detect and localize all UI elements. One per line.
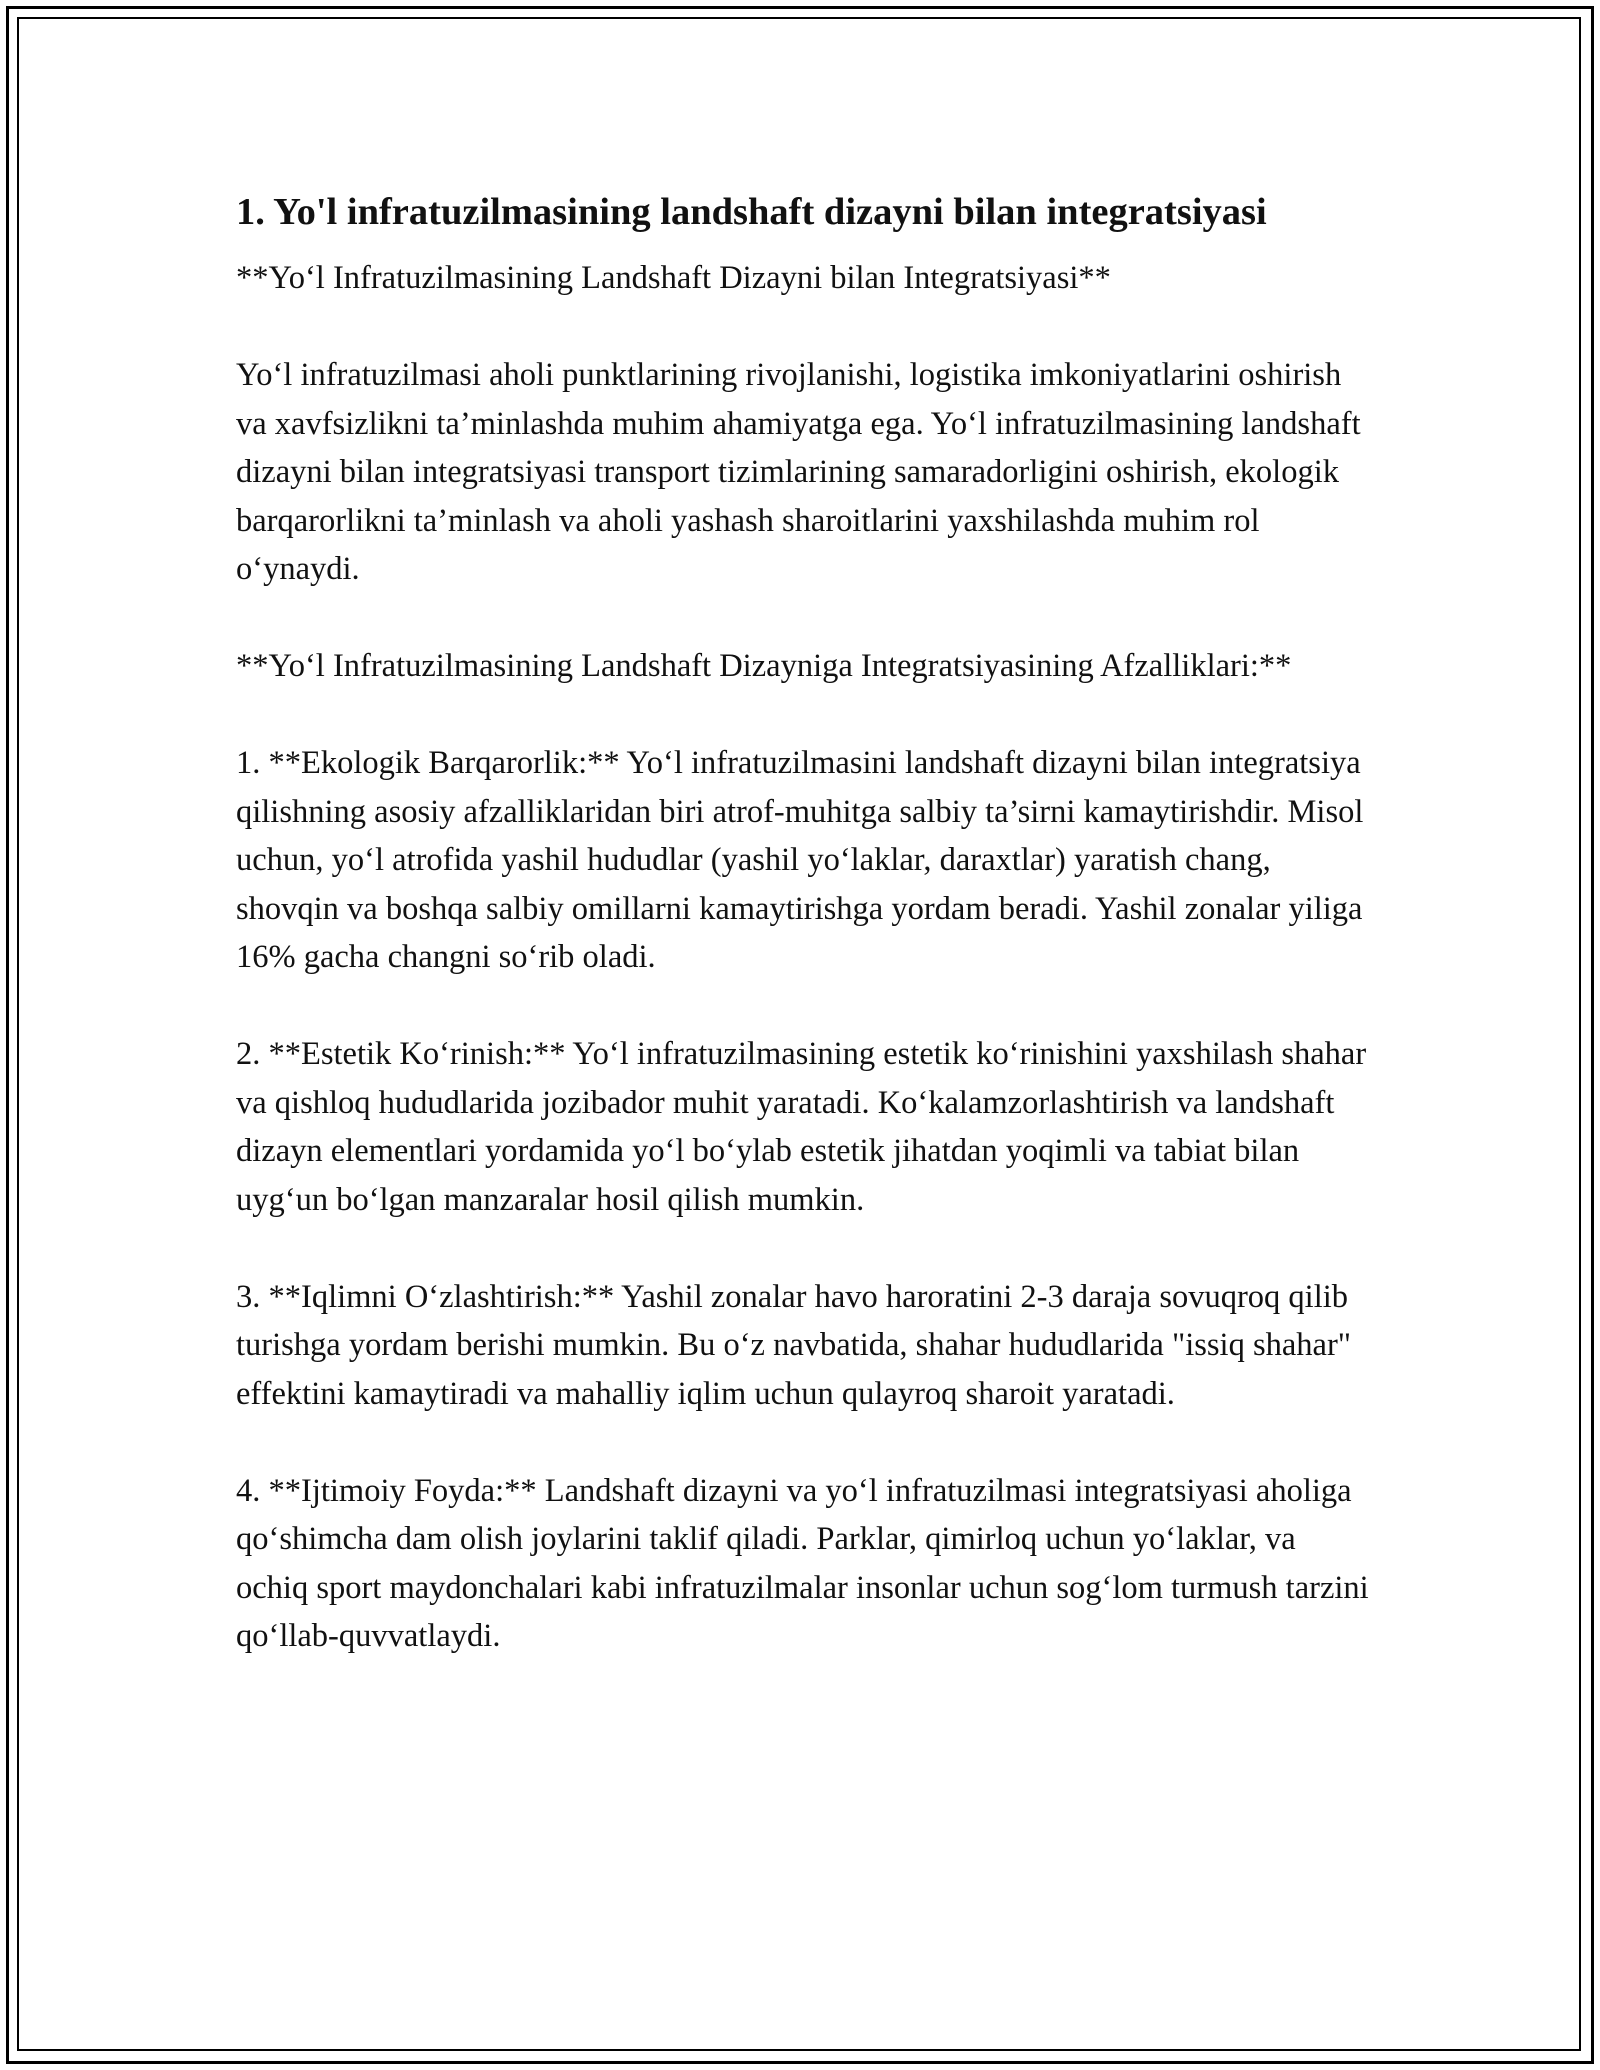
document-body (236, 186, 1376, 1709)
intro-paragraph: Yo‘l infratuzilmasi aholi punktlarining rivojlanishi, logistika imkoniyatlarini oshirish va xavfsizlikni ta’minlashda muhim ahamiyatga ega. Yo‘l infratuzilmasining landshaft dizayni bilan integratsiyasi transport tizimlarining samaradorligini oshirish, ekologik barqarorlikni ta’minlash va aholi yashash sharoitlarini yaxshilashda muhim rol o‘ynaydi. (236, 357, 1361, 587)
list-item-ecological-sustainability: 1. **Ekologik Barqarorlik:** Yo‘l infratuzilmasini landshaft dizayni bilan integratsiya qilishning asosiy afzalliklaridan biri atrof-muhitga salbiy ta’sirni kamaytirishdir. Misol uchun, yo‘l atrofida yashil hududlar (yashil yo‘laklar, daraxtlar) yaratish chang, shovqin va boshqa salbiy omillarni kamaytirishga yordam beradi. Yashil zonalar yiliga 16% gacha changni so‘rib oladi. (236, 745, 1364, 975)
advantages-heading: **Yo‘l Infratuzilmasining Landshaft Dizayniga Integratsiyasining Afzalliklari:** (236, 648, 1292, 684)
list-item-aesthetic-view: 2. **Estetik Ko‘rinish:** Yo‘l infratuzilmasining estetik ko‘rinishini yaxshilash shahar va qishloq hududlarida jozibador muhit yaratadi. Ko‘kalamzorlashtirish va landshaft dizayn elementlari yordamida yo‘l bo‘ylab estetik jihatdan yoqimli va tabiat bilan uyg‘un bo‘lgan manzaralar hosil qilish mumkin. (236, 1036, 1367, 1218)
list-item-social-benefit: 4. **Ijtimoiy Foyda:** Landshaft dizayni va yo‘l infratuzilmasi integratsiyasi aholiga qo‘shimcha dam olish joylarini taklif qiladi. Parklar, qimirloq uchun yo‘laklar, va ochiq sport maydonchalari kabi infratuzilmalar insonlar uchun sog‘lom turmush tarzini qo‘llab-quvvatlaydi. (236, 1472, 1369, 1654)
document-title: 1. Yo'l infratuzilmasining landshaft dizayni bilan integratsiyasi (236, 191, 1267, 233)
list-item-climate-adaptation: 3. **Iqlimni O‘zlashtirish:** Yashil zonalar havo haroratini 2-3 daraja sovuqroq qilib turishga yordam berishi mumkin. Bu o‘z navbatida, shahar hududlarida "issiq shahar" effektini kamaytiradi va mahalliy iqlim uchun qulayroq sharoit yaratadi. (236, 1278, 1352, 1412)
section-heading: **Yo‘l Infratuzilmasining Landshaft Dizayni bilan Integratsiyasi** (236, 260, 1111, 296)
